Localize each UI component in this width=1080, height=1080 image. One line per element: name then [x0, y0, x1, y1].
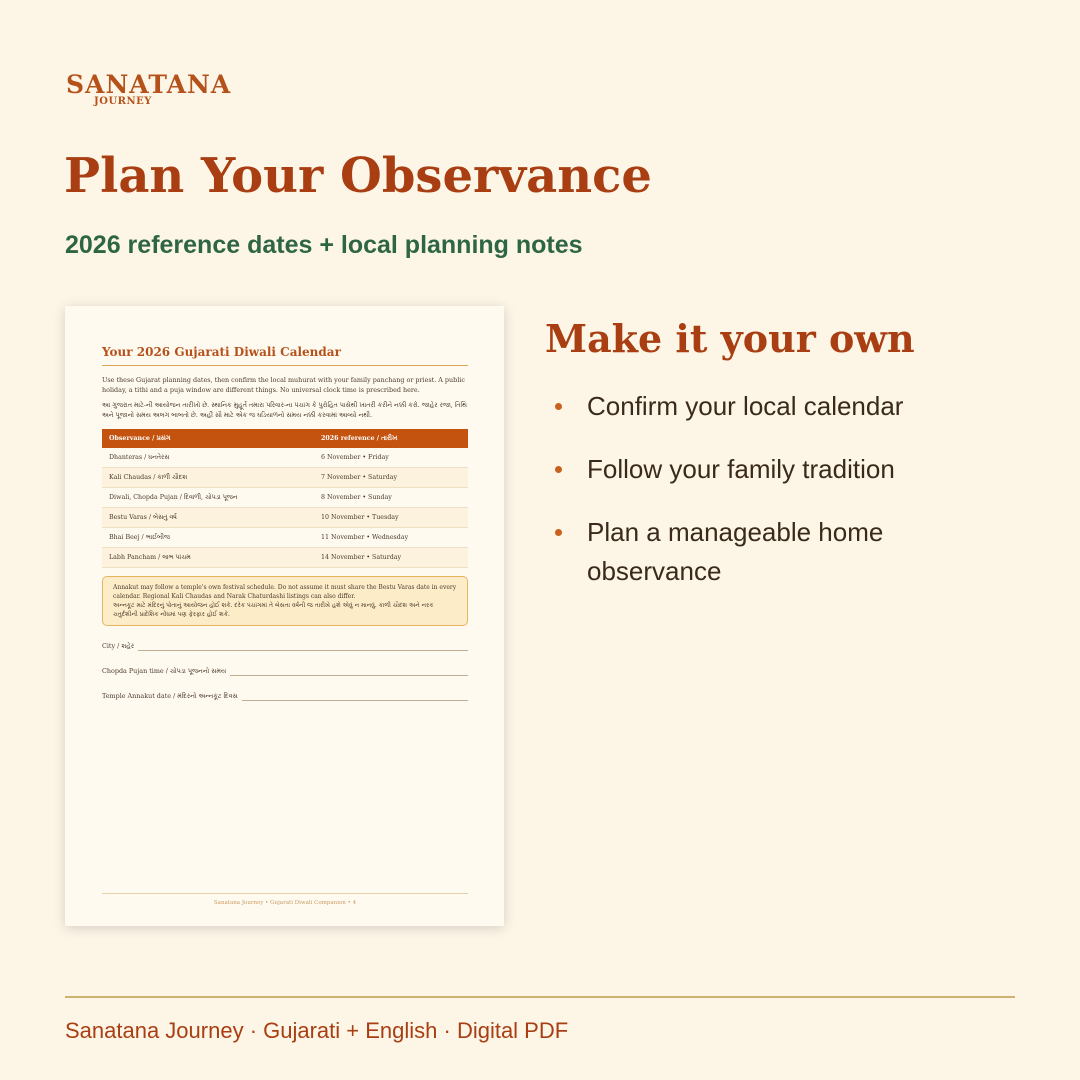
annakut-date-label: Temple Annakut date / મંદિરનો અન્નકૂટ દિવસ	[102, 692, 238, 700]
chopda-pujan-time-field	[102, 661, 468, 676]
observance-cell: Dhanteras / ધનતેરસ	[102, 448, 314, 468]
observance-cell: Labh Pancham / લાભ પાંચમ	[102, 548, 314, 568]
brand-logo	[66, 70, 236, 107]
list-item	[555, 450, 975, 489]
date-cell: 7 November • Saturday	[314, 468, 468, 488]
city-field	[102, 636, 468, 651]
feature-list	[555, 387, 975, 591]
table-row	[102, 448, 468, 468]
table-header-row	[102, 429, 468, 448]
brand-name: SANATANA	[66, 70, 232, 99]
note-english: Annakut may follow a temple's own festival schedule. Do not assume it must share the Bestu Varas date in every calendar. Regional Kali Chaudas and Narak Chaturdashi listings can also differ.	[113, 584, 457, 600]
city-field-label: City / શહેર	[102, 642, 135, 650]
list-item-text: Plan a manageable home observance	[587, 517, 884, 586]
date-cell: 10 November • Tuesday	[314, 508, 468, 528]
calendar-title: Your 2026 Gujarati Diwali Calendar	[102, 344, 468, 366]
bullet-dot-icon	[555, 403, 562, 410]
list-item	[555, 513, 975, 591]
observance-cell: Bhai Beej / ભાઈબીજ	[102, 528, 314, 548]
dates-table	[102, 429, 468, 568]
brand-tagline: JOURNEY	[94, 96, 152, 107]
annakut-date-fill-line	[242, 692, 468, 701]
footer-divider	[65, 996, 1015, 998]
bullet-dot-icon	[555, 529, 562, 536]
city-fill-line	[138, 642, 468, 651]
aside-heading: Make it your own	[545, 316, 915, 361]
date-cell: 11 November • Wednesday	[314, 528, 468, 548]
chopda-pujan-time-label: Chopda Pujan time / ચોપડા પૂજનનો સમય	[102, 667, 227, 675]
column-header-observance: Observance / પ્રસંગ	[102, 429, 314, 448]
observance-cell: Bestu Varas / બેસતું વર્ષ	[102, 508, 314, 528]
intro-english: Use these Gujarat planning dates, then confirm the local muhurat with your family panchang or priest. A public holiday, a tithi and a puja window are different things. No universal clock time is prescribed here.	[102, 376, 465, 394]
footer-text: Sanatana Journey · Gujarati + English · Digital PDF	[65, 1018, 569, 1043]
table-row	[102, 488, 468, 508]
observance-cell: Kali Chaudas / કાળી ચૌદશ	[102, 468, 314, 488]
list-item	[555, 387, 975, 426]
list-item-text: Confirm your local calendar	[587, 391, 904, 421]
page-subtitle: 2026 reference dates + local planning notes	[65, 231, 583, 259]
column-header-date: 2026 reference / તારીખ	[314, 429, 468, 448]
table-row	[102, 508, 468, 528]
annakut-note-box	[102, 576, 468, 626]
intro-gujarati: આ ગુજરાત માટે-ની આયોજન તારીખો છે. સ્થાનિક મુહૂર્ત તમારા પરિવાર-ના પંચાંગ કે પુરોહિત પાસેથી ખાતરી કરીને નક્કી કરો. જાહેર રજા, તિથિ અને પૂજાનો સમય અલગ બાબતો છે. અહીં સૌ માટે એક જ ઘડિયાળનો સમય નક્કી કરવામાં આવ્યો નથી.	[102, 401, 467, 419]
page-footer: Sanatana Journey • Gujarati Diwali Companion • 4	[102, 893, 468, 906]
calendar-page-content	[102, 344, 468, 701]
note-gujarati: અન્નકૂટ માટે મંદિરનું પોતાનું આયોજન હોઈ શકે. દરેક પંચાંગમાં તે બેસતા વર્ષની જ તારીખે હશે એવું ન માનવું. કાળી ચૌદશ અને નરક ચતુર્દશીની પ્રાદેશિક નોંધમાં પણ ફેરફાર હોઈ શકે.	[113, 602, 434, 618]
annakut-date-field	[102, 686, 468, 701]
page-title: Plan Your Observance	[64, 148, 652, 204]
bullet-dot-icon	[555, 466, 562, 473]
table-row	[102, 528, 468, 548]
observance-cell: Diwali, Chopda Pujan / દિવાળી, ચોપડા પૂજન	[102, 488, 314, 508]
table-row	[102, 468, 468, 488]
table-row	[102, 548, 468, 568]
date-cell: 8 November • Sunday	[314, 488, 468, 508]
list-item-text: Follow your family tradition	[587, 454, 895, 484]
date-cell: 6 November • Friday	[314, 448, 468, 468]
chopda-pujan-time-fill-line	[230, 667, 468, 676]
date-cell: 14 November • Saturday	[314, 548, 468, 568]
calendar-page-preview	[65, 306, 504, 926]
